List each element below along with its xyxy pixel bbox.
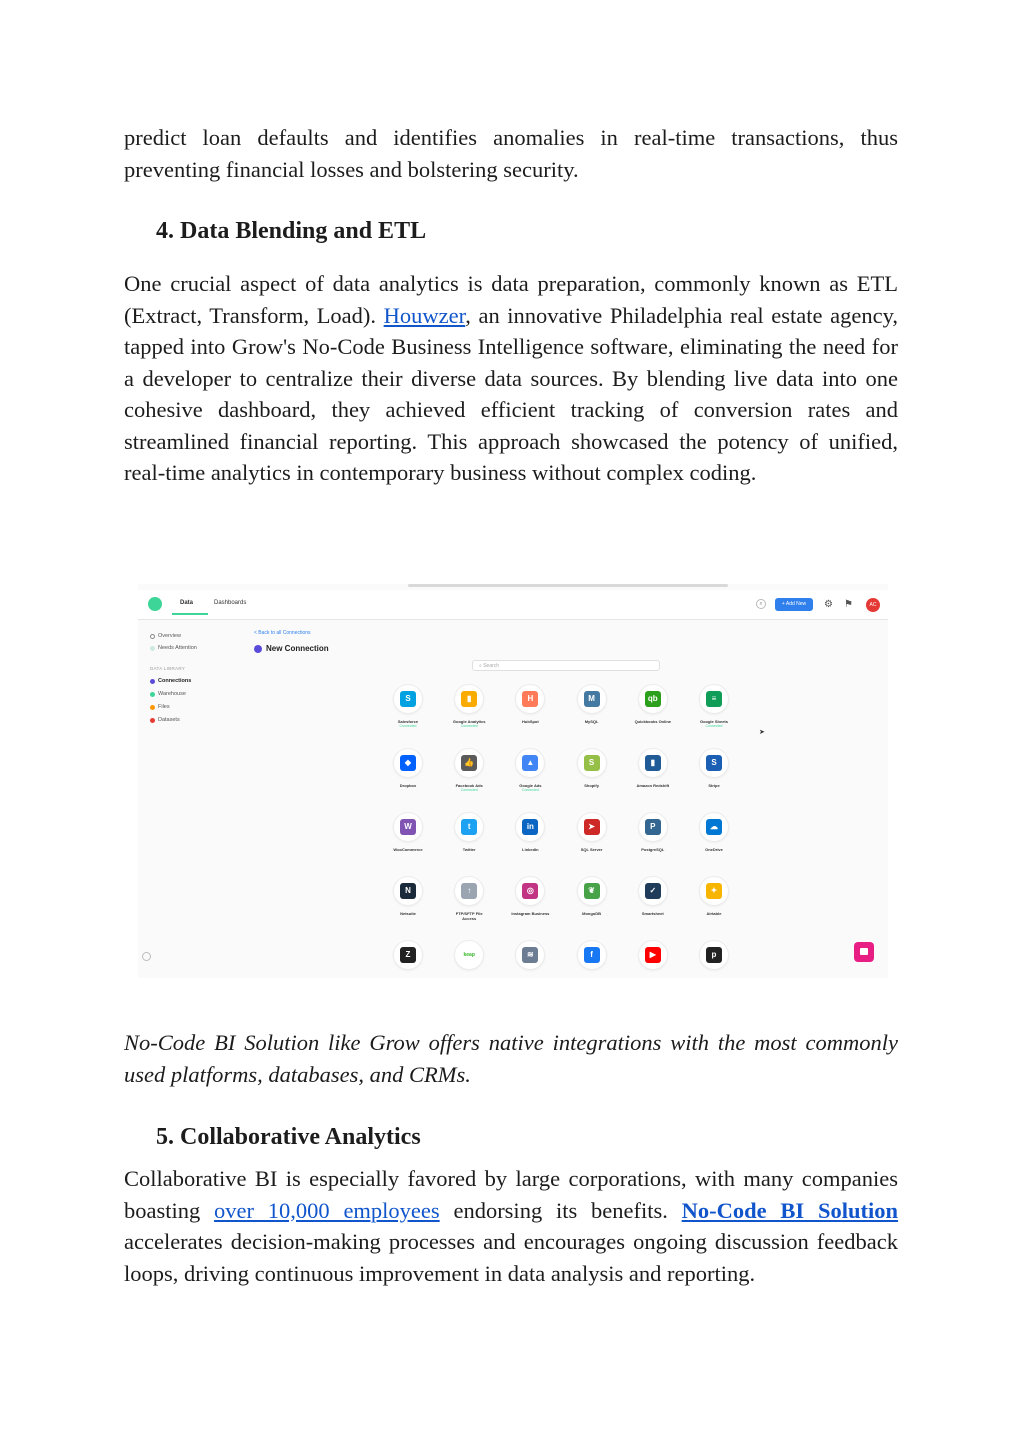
- connector-logo-frame: [454, 684, 484, 714]
- active-tab-indicator: [172, 613, 208, 615]
- connector-label: LinkedIn: [522, 847, 539, 852]
- connector-label: Quickbooks Online: [634, 719, 672, 724]
- sidebar-item-warehouse[interactable]: Warehouse: [150, 691, 186, 697]
- connector-tile[interactable]: [633, 876, 673, 916]
- connector-logo-icon: Z: [400, 947, 416, 963]
- connector-logo-frame: [393, 876, 423, 906]
- connector-status: Connected: [460, 788, 478, 792]
- connector-label: OneDrive: [705, 847, 723, 852]
- add-new-button[interactable]: + Add New: [775, 598, 813, 611]
- warehouse-icon: [150, 692, 155, 697]
- sidebar-item-connections[interactable]: Connections: [150, 678, 191, 684]
- connector-label: Dropbox: [399, 783, 417, 788]
- connector-status: Connected: [399, 724, 417, 728]
- connector-logo-frame: [638, 876, 668, 906]
- connector-logo-frame: [454, 940, 484, 970]
- connector-logo-icon: ✦: [706, 883, 722, 899]
- connector-tile[interactable]: [694, 876, 734, 916]
- connector-logo-frame: [699, 876, 729, 906]
- section-4-paragraph: One crucial aspect of data analytics is data preparation, commonly known as ETL (Extract, Transform, Load). Houwzer, an innovative Philadelphia real estate agency, tapped into Grow's No-Code Business Intelligence software, eliminating the need for a developer to centralize their diverse data sources. By blending live data into one cohesive dashboard, they achieved efficient tracking of conversion rates and streamlined financial reporting. This approach showcased the potency of unified, real-time analytics in contemporary business without complex coding.: [124, 271, 898, 485]
- connector-logo-icon: f: [584, 947, 600, 963]
- connections-icon: [150, 679, 155, 684]
- connector-logo-icon: qb: [645, 691, 661, 707]
- avatar[interactable]: AC: [866, 598, 880, 612]
- data-library-heading: DATA LIBRARY: [150, 666, 186, 671]
- connector-logo-frame: [638, 812, 668, 842]
- page-title: New Connection: [254, 644, 329, 653]
- connector-tile[interactable]: [572, 812, 612, 852]
- sidebar-item-overview[interactable]: Overview: [150, 633, 181, 639]
- connector-logo-icon: ▲: [522, 755, 538, 771]
- sidebar-item-files[interactable]: Files: [150, 704, 170, 710]
- connector-label: Google Analytics: [452, 719, 486, 724]
- attention-icon: [150, 646, 155, 651]
- connector-label: Facebook Ads: [455, 783, 483, 788]
- connector-label: Shopify: [584, 783, 599, 788]
- connector-label: Instagram Business: [511, 911, 550, 916]
- tab-dashboards[interactable]: Dashboards: [214, 600, 247, 606]
- connector-logo-icon: t: [461, 819, 477, 835]
- connector-logo-frame: [515, 684, 545, 714]
- connector-label: FTP/SFTP File Access: [455, 911, 483, 921]
- section-5-heading: 5. Collaborative Analytics: [156, 1124, 421, 1150]
- connector-logo-frame: [577, 684, 607, 714]
- connector-logo-icon: ▶: [645, 947, 661, 963]
- connector-tile[interactable]: [572, 748, 612, 788]
- connector-tile[interactable]: [572, 684, 612, 724]
- connector-logo-frame: [638, 684, 668, 714]
- connector-logo-icon: ▮: [461, 691, 477, 707]
- connector-tile[interactable]: [572, 940, 612, 975]
- connector-logo-icon: ☁: [706, 819, 722, 835]
- connector-label: Smartsheet: [641, 911, 664, 916]
- connector-logo-frame: [454, 812, 484, 842]
- connector-logo-frame: [699, 684, 729, 714]
- connector-tile[interactable]: [388, 876, 428, 916]
- connector-logo-icon: ▮: [645, 755, 661, 771]
- overview-icon: [150, 634, 155, 639]
- sidebar-item-needs-attention[interactable]: Needs Attention: [150, 645, 197, 651]
- files-icon: [150, 705, 155, 710]
- connector-tile[interactable]: [694, 812, 734, 852]
- connector-logo-icon: ≡: [706, 691, 722, 707]
- connector-label: Google Sheets: [699, 719, 728, 724]
- connector-logo-icon: M: [584, 691, 600, 707]
- tab-data[interactable]: Data: [180, 600, 194, 606]
- connector-logo-frame: [577, 748, 607, 778]
- connector-logo-frame: [515, 940, 545, 970]
- connector-label: PostgreSQL: [641, 847, 665, 852]
- help-icon[interactable]: [142, 952, 151, 961]
- no-code-bi-link[interactable]: No-Code BI Solution: [681, 1197, 898, 1223]
- connector-logo-icon: ✓: [645, 883, 661, 899]
- connector-logo-icon: p: [706, 947, 722, 963]
- connector-logo-icon: S: [400, 691, 416, 707]
- connector-logo-icon: ◎: [522, 883, 538, 899]
- connector-label: Salesforce: [397, 719, 419, 724]
- connector-logo-frame: [699, 748, 729, 778]
- connector-tile[interactable]: [510, 812, 550, 852]
- connection-icon: [254, 645, 262, 653]
- notifications-icon[interactable]: ⚑: [844, 599, 853, 610]
- intro-paragraph: predict loan defaults and identifies anomalies in real-time transactions, thus preventing financial losses and bolstering security.: [124, 125, 898, 182]
- connector-label: Netsuite: [400, 911, 416, 916]
- connector-logo-icon: W: [400, 819, 416, 835]
- employees-link[interactable]: over 10,000 employees: [214, 1197, 440, 1223]
- connector-logo-frame: [454, 748, 484, 778]
- connector-status: Connected: [521, 788, 539, 792]
- search-icon[interactable]: ⌕: [756, 599, 766, 609]
- connector-tile[interactable]: [388, 748, 428, 788]
- connector-logo-frame: [577, 876, 607, 906]
- mouse-cursor-icon: ➤: [759, 729, 765, 736]
- connector-label: Google Ads: [519, 783, 542, 788]
- connector-label: MongoDB: [582, 911, 602, 916]
- app-topbar: [138, 590, 888, 620]
- connector-logo-frame: [638, 748, 668, 778]
- connector-label: Amazon Redshift: [636, 783, 670, 788]
- connector-label: Airtable: [706, 911, 722, 916]
- connector-logo-icon: S: [706, 755, 722, 771]
- connector-logo-frame: [577, 940, 607, 970]
- connector-tile[interactable]: [449, 876, 489, 921]
- connector-label: HubSpot: [522, 719, 539, 724]
- image-caption: No-Code BI Solution like Grow offers native integrations with the most commonly used platforms, databases, and CRMs.: [124, 1030, 898, 1087]
- connector-label: WooCommerce: [393, 847, 423, 852]
- connector-logo-icon: keap: [463, 952, 475, 958]
- sidebar-item-datasets[interactable]: Datasets: [150, 717, 180, 723]
- connector-tile[interactable]: [694, 940, 734, 975]
- connector-logo-frame: [515, 876, 545, 906]
- connector-logo-frame: [454, 876, 484, 906]
- connector-label: MySQL: [584, 719, 599, 724]
- connector-logo-icon: 👍: [461, 755, 477, 771]
- connector-logo-icon: ≋: [522, 947, 538, 963]
- connector-tile[interactable]: [694, 684, 734, 728]
- grow-connections-screenshot: [138, 584, 888, 978]
- connector-status: Connected: [705, 724, 723, 728]
- connector-label: SQL Server: [580, 847, 603, 852]
- connector-logo-icon: N: [400, 883, 416, 899]
- connector-logo-icon: S: [584, 755, 600, 771]
- connector-status: Connected: [460, 724, 478, 728]
- connector-logo-frame: [515, 812, 545, 842]
- section-4-heading: 4. Data Blending and ETL: [156, 218, 427, 244]
- connector-logo-frame: [515, 748, 545, 778]
- connector-logo-frame: [393, 812, 423, 842]
- connector-tile[interactable]: [572, 876, 612, 916]
- connector-logo-frame: [699, 940, 729, 970]
- connector-logo-frame: [393, 748, 423, 778]
- connector-logo-icon: ↑: [461, 883, 477, 899]
- connector-logo-icon: ❦: [584, 883, 600, 899]
- connector-label: Twitter: [462, 847, 476, 852]
- connector-tile[interactable]: [510, 684, 550, 724]
- connector-logo-icon: H: [522, 691, 538, 707]
- connector-tile[interactable]: [449, 940, 489, 975]
- connector-logo-frame: [577, 812, 607, 842]
- connector-search-input[interactable]: ⌕ Search: [472, 660, 660, 671]
- houwzer-link[interactable]: Houwzer: [383, 302, 466, 328]
- connector-logo-icon: in: [522, 819, 538, 835]
- window-handle: [408, 584, 728, 587]
- connector-label: Stripe: [708, 783, 720, 788]
- connector-tile[interactable]: [633, 748, 673, 788]
- connector-logo-icon: P: [645, 819, 661, 835]
- connector-tile[interactable]: [449, 748, 489, 792]
- connector-logo-frame: [638, 940, 668, 970]
- connector-tile[interactable]: [449, 684, 489, 728]
- datasets-icon: [150, 718, 155, 723]
- section-5-paragraph: Collaborative BI is especially favored by large corporations, with many companies boasting over 10,000 employees endorsing its benefits. No-Code BI Solution accelerates decision-making processes and encourages ongoing discussion feedback loops, driving continuous improvement in data analysis and reporting.: [124, 1166, 898, 1286]
- connector-tile[interactable]: [633, 940, 673, 975]
- connector-tile[interactable]: [633, 684, 673, 724]
- back-to-connections-link[interactable]: < Back to all Connections: [254, 630, 311, 636]
- connector-logo-frame: [393, 940, 423, 970]
- connector-tile[interactable]: [510, 940, 550, 975]
- grow-logo-icon: [148, 597, 162, 611]
- connector-tile[interactable]: [388, 812, 428, 852]
- connector-tile[interactable]: [510, 876, 550, 916]
- chat-button[interactable]: [854, 942, 874, 962]
- connector-tile[interactable]: [510, 748, 550, 792]
- sidebar: [138, 621, 238, 978]
- connector-logo-icon: ➤: [584, 819, 600, 835]
- connector-tile[interactable]: [633, 812, 673, 852]
- connector-tile[interactable]: [388, 940, 428, 975]
- connector-logo-frame: [393, 684, 423, 714]
- connector-tile[interactable]: [449, 812, 489, 852]
- connector-logo-icon: ◆: [400, 755, 416, 771]
- gear-icon[interactable]: ⚙: [824, 599, 833, 610]
- connector-tile[interactable]: [388, 684, 428, 728]
- connector-logo-frame: [699, 812, 729, 842]
- connector-tile[interactable]: [694, 748, 734, 788]
- connector-grid: [388, 684, 748, 978]
